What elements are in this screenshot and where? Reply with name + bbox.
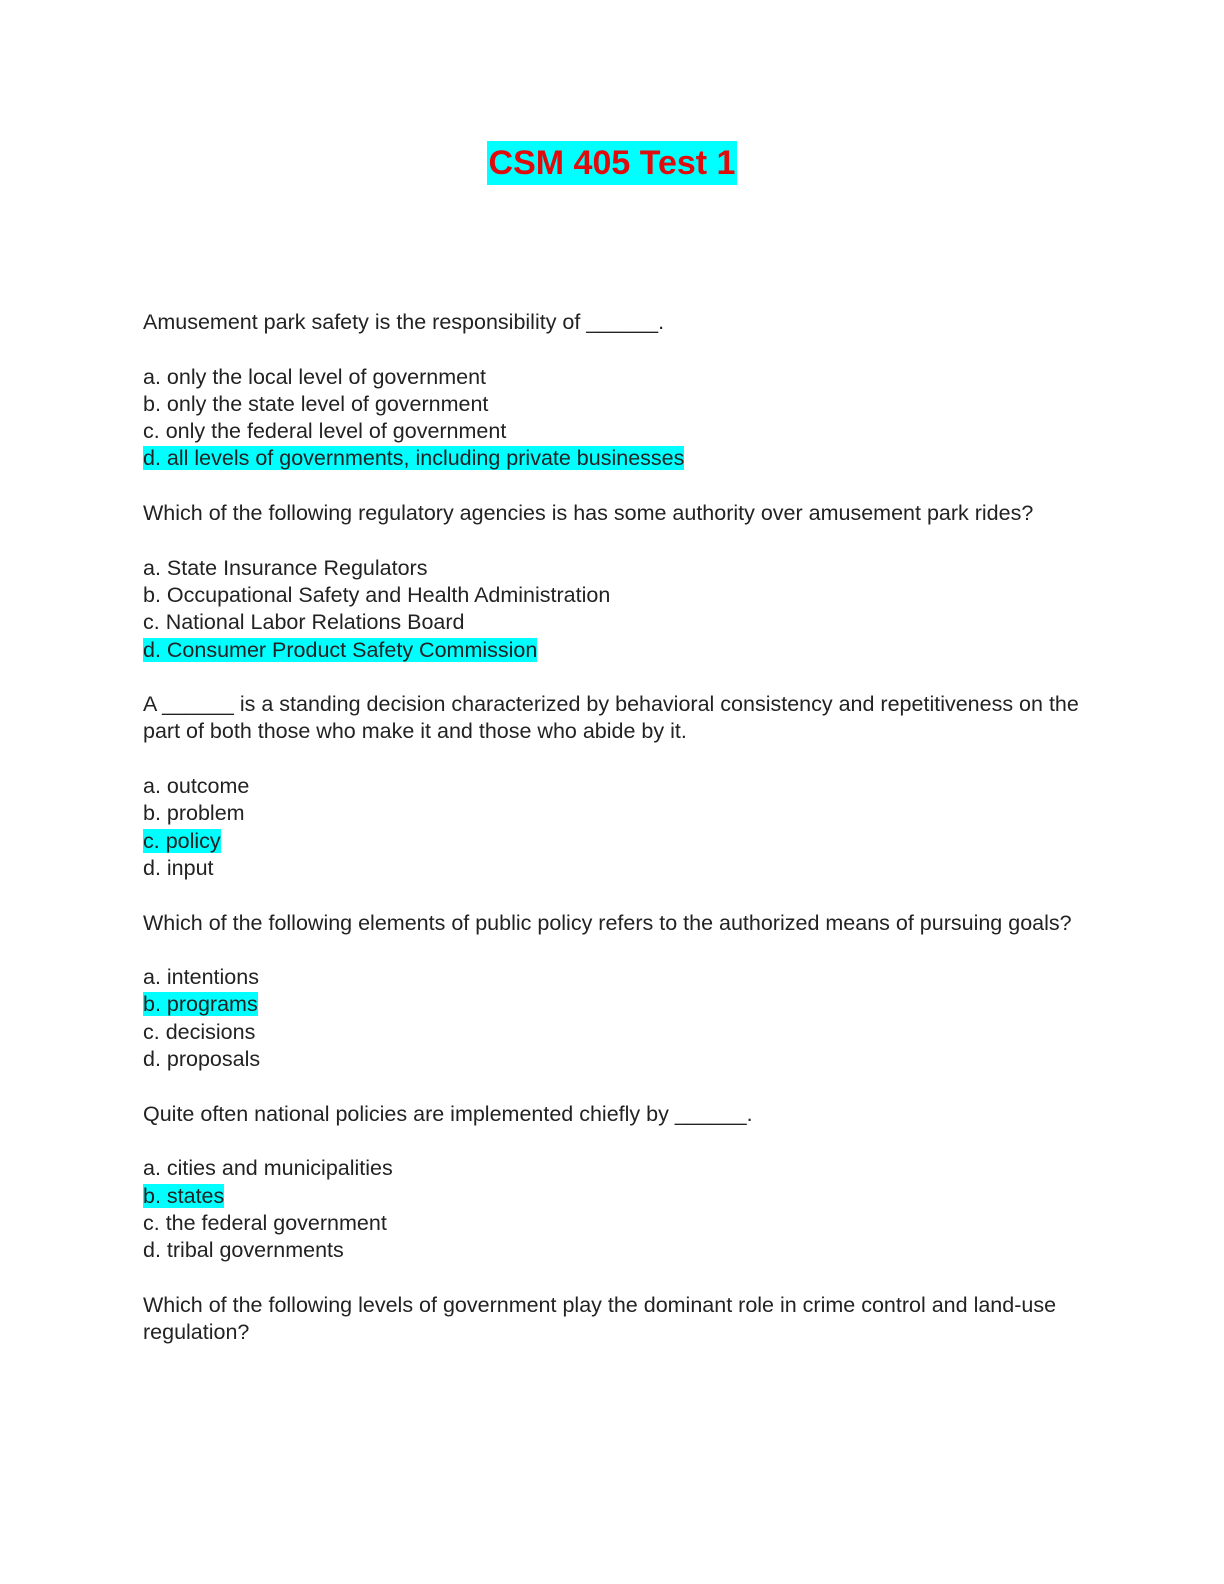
answer-option	[143, 1237, 1083, 1264]
answer-option	[143, 1155, 1083, 1182]
answer-option	[143, 582, 1083, 609]
answer-option-text: c. decisions	[143, 1019, 256, 1044]
answer-option-text: b. problem	[143, 801, 245, 826]
answer-options	[143, 1155, 1083, 1264]
answer-option-text: d. proposals	[143, 1047, 261, 1072]
question-block	[143, 1292, 1083, 1347]
question-text: A ______ is a standing decision characterized by behavioral consistency and repetitiveness on the part of both those who make it and those who abide by it.	[143, 692, 1079, 744]
answer-option-correct	[143, 828, 1083, 855]
answer-option-correct	[143, 1183, 1083, 1210]
answer-option-text: c. the federal government	[143, 1210, 387, 1235]
title-container	[0, 141, 1224, 185]
question-list	[143, 309, 1083, 1346]
answer-options	[143, 364, 1083, 473]
answer-option-text: d. all levels of governments, including private businesses	[143, 446, 685, 471]
answer-option	[143, 391, 1083, 418]
answer-option-text: a. State Insurance Regulators	[143, 555, 428, 580]
answer-option-text: a. cities and municipalities	[143, 1156, 393, 1181]
answer-option	[143, 1210, 1083, 1237]
answer-option-text: a. only the local level of government	[143, 364, 487, 389]
question-text: Quite often national policies are implemented chiefly by ______.	[143, 1101, 753, 1126]
answer-option-text: c. policy	[143, 828, 221, 853]
answer-option	[143, 855, 1083, 882]
answer-option	[143, 418, 1083, 445]
question-block	[143, 1101, 1083, 1265]
answer-option-text: b. Occupational Safety and Health Administration	[143, 582, 611, 607]
answer-options	[143, 773, 1083, 882]
question-block	[143, 691, 1083, 882]
answer-option-text: b. states	[143, 1183, 225, 1208]
answer-options	[143, 555, 1083, 664]
answer-option	[143, 364, 1083, 391]
answer-option-correct	[143, 637, 1083, 664]
answer-options	[143, 964, 1083, 1073]
answer-option-text: b. only the state level of government	[143, 391, 489, 416]
answer-option-text: a. intentions	[143, 965, 259, 990]
answer-option-text: d. tribal governments	[143, 1238, 344, 1263]
answer-option-text: d. input	[143, 855, 214, 880]
answer-option	[143, 800, 1083, 827]
answer-option-text: b. programs	[143, 992, 258, 1017]
question-text: Which of the following levels of government play the dominant role in crime control and land-use regulation?	[143, 1292, 1057, 1344]
question-text: Which of the following regulatory agencies is has some authority over amusement park rides?	[143, 501, 1034, 526]
answer-option-text: c. only the federal level of government	[143, 419, 507, 444]
answer-option-correct	[143, 445, 1083, 472]
answer-option-correct	[143, 991, 1083, 1018]
answer-option	[143, 773, 1083, 800]
answer-option-text: a. outcome	[143, 774, 250, 799]
answer-option	[143, 1019, 1083, 1046]
page-title: CSM 405 Test 1	[487, 141, 738, 185]
answer-option	[143, 609, 1083, 636]
answer-option-text: d. Consumer Product Safety Commission	[143, 637, 538, 662]
answer-option-text: c. National Labor Relations Board	[143, 610, 465, 635]
answer-option	[143, 964, 1083, 991]
question-block	[143, 910, 1083, 1074]
answer-option	[143, 1046, 1083, 1073]
question-text: Which of the following elements of public policy refers to the authorized means of pursuing goals?	[143, 910, 1072, 935]
question-block	[143, 500, 1083, 664]
question-text: Amusement park safety is the responsibility of ______.	[143, 310, 665, 334]
question-block	[143, 309, 1083, 473]
answer-option	[143, 555, 1083, 582]
